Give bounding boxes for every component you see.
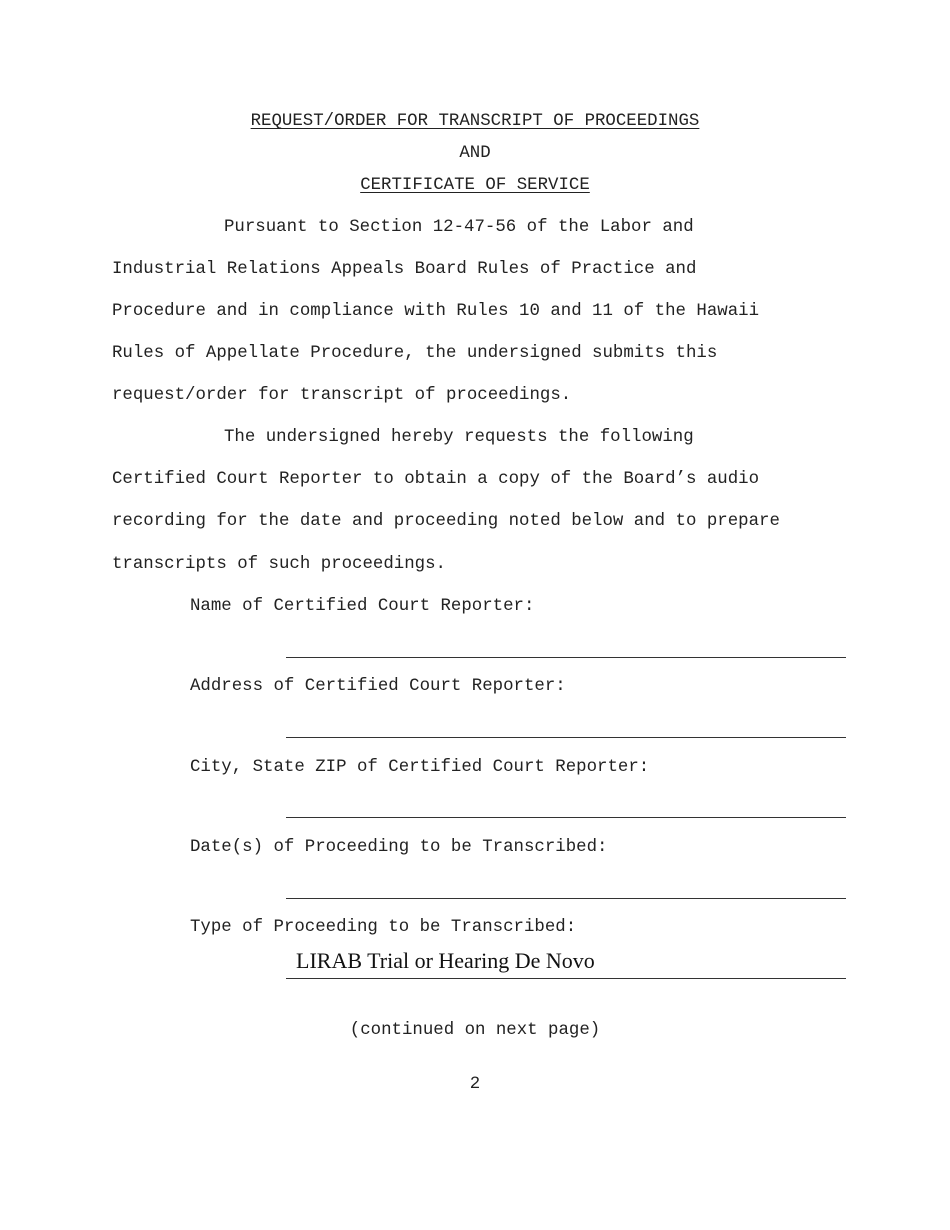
paragraph2-line: The undersigned hereby requests the following — [224, 428, 694, 447]
document-title-row — [0, 112, 950, 131]
reporter-name-label: Name of Certified Court Reporter: — [190, 597, 535, 616]
reporter-address-underline — [286, 737, 846, 738]
paragraph1-line: Rules of Appellate Procedure, the undersigned submits this — [112, 344, 718, 363]
paragraph1-line: Procedure and in compliance with Rules 10 and 11 of the Hawaii — [112, 302, 760, 321]
paragraph1-line: request/order for transcript of proceedings. — [112, 386, 572, 405]
reporter-address-label: Address of Certified Court Reporter: — [190, 677, 566, 696]
proceeding-type-underline — [286, 978, 846, 979]
page-number: 2 — [469, 1075, 481, 1094]
paragraph1-line: Pursuant to Section 12-47-56 of the Labor and — [224, 218, 694, 237]
reporter-city-label: City, State ZIP of Certified Court Reporter: — [190, 758, 650, 777]
document-subtitle: CERTIFICATE OF SERVICE — [360, 176, 590, 195]
document-subtitle-row — [0, 176, 950, 195]
proceeding-type-field[interactable]: LIRAB Trial or Hearing De Novo — [296, 948, 595, 973]
title-and: AND — [459, 144, 491, 163]
continued-note: (continued on next page) — [349, 1021, 601, 1040]
proceeding-dates-underline — [286, 898, 846, 899]
reporter-city-underline — [286, 817, 846, 818]
proceeding-type-label: Type of Proceeding to be Transcribed: — [190, 918, 577, 937]
proceeding-dates-label: Date(s) of Proceeding to be Transcribed: — [190, 838, 608, 857]
paragraph2-line: transcripts of such proceedings. — [112, 555, 446, 574]
document-title: REQUEST/ORDER FOR TRANSCRIPT OF PROCEEDINGS — [250, 112, 700, 131]
paragraph1-line: Industrial Relations Appeals Board Rules of Practice and — [112, 260, 697, 279]
paragraph2-line: Certified Court Reporter to obtain a copy of the Board’s audio — [112, 470, 760, 489]
reporter-name-underline — [286, 657, 846, 658]
paragraph2-line: recording for the date and proceeding noted below and to prepare — [112, 512, 780, 531]
